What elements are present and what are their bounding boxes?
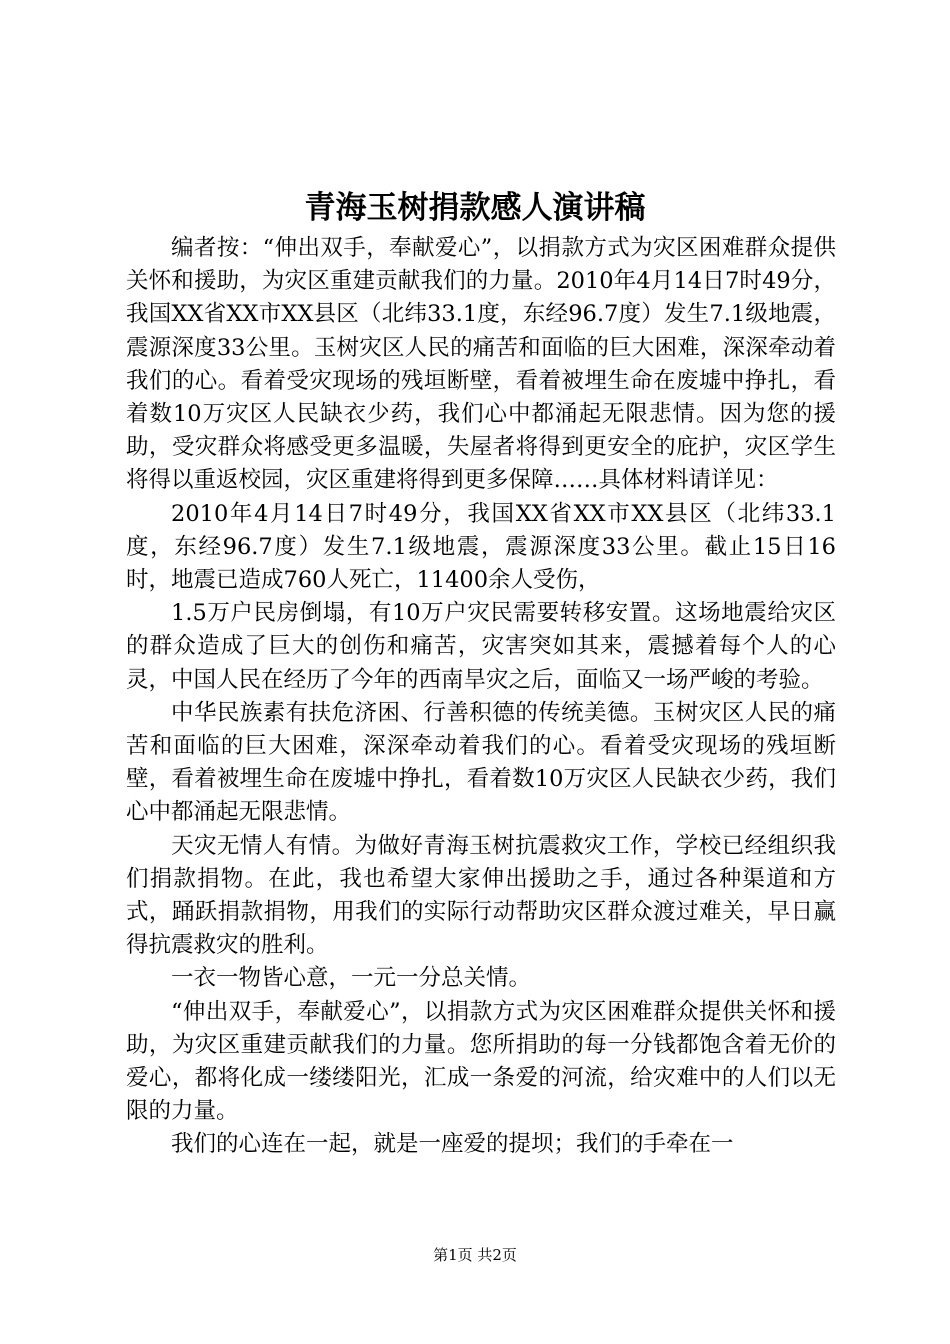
paragraph-motto: 一衣一物皆心意，一元一分总关情。 [171, 965, 532, 992]
paragraph-closing: 我们的心连在一起，就是一座爱的提坝；我们的手牵在一 [171, 1131, 734, 1158]
paragraph-editor-note: 编者按：“伸出双手，奉献爱心”，以捐款方式为灾区困难群众提供关怀和援助，为灾区重建贡献我们的力量。2010年4月14日7时49分，我国XX省XX市XX县区（北纬33.1度，东经96.7度）发生7.1级地震，震源深度33公里。玉树灾区人民的痛苦和面临的巨大困难，深深牵动着我们的心。看着受灾现场的残垣断壁，看着被埋生命在废墟中挣扎，看着数10万灾区人民缺衣少药，我们心中都涌起无限悲情。因为您的援助，受灾群众将感受更多温暖，失屋者将得到更安全的庇护，灾区学生将得以重返校园，灾区重建将得到更多保障……具体材料请详见： [126, 235, 836, 494]
page-number-footer: 第1页 共2页 [433, 1246, 517, 1264]
document-title: 青海玉树捐款感人演讲稿 [304, 190, 646, 226]
document-body [126, 232, 836, 1162]
paragraph-earthquake-facts: 2010年4月14日7时49分，我国XX省XX市XX县区（北纬33.1度，东经96.7度）发生7.1级地震，震源深度33公里。截止15日16时，地震已造成760人死亡，11400余人受伤， [126, 500, 836, 594]
paragraph-donation-appeal: “伸出双手，奉献爱心”，以捐款方式为灾区困难群众提供关怀和援助，为灾区重建贡献我们的力量。您所捐助的每一分钱都饱含着无价的爱心，都将化成一缕缕阳光，汇成一条爱的河流，给灾难中的人们以无限的力量。 [126, 998, 836, 1125]
paragraph-tradition: 中华民族素有扶危济困、行善积德的传统美德。玉树灾区人民的痛苦和面临的巨大困难，深深牵动着我们的心。看着受灾现场的残垣断壁，看着被埋生命在废墟中挣扎，看着数10万灾区人民缺衣少药，我们心中都涌起无限悲情。 [126, 699, 836, 826]
paragraph-damage: 1.5万户民房倒塌，有10万户灾民需要转移安置。这场地震给灾区的群众造成了巨大的创伤和痛苦，灾害突如其来，震撼着每个人的心灵，中国人民在经历了今年的西南旱灾之后，面临又一场严峻的考验。 [126, 600, 836, 693]
paragraph-call-to-action: 天灾无情人有情。为做好青海玉树抗震救灾工作，学校已经组织我们捐款捐物。在此，我也希望大家伸出援助之手，通过各种渠道和方式，踊跃捐款捐物，用我们的实际行动帮助灾区群众渡过难关，早日赢得抗震救灾的胜利。 [126, 832, 836, 959]
